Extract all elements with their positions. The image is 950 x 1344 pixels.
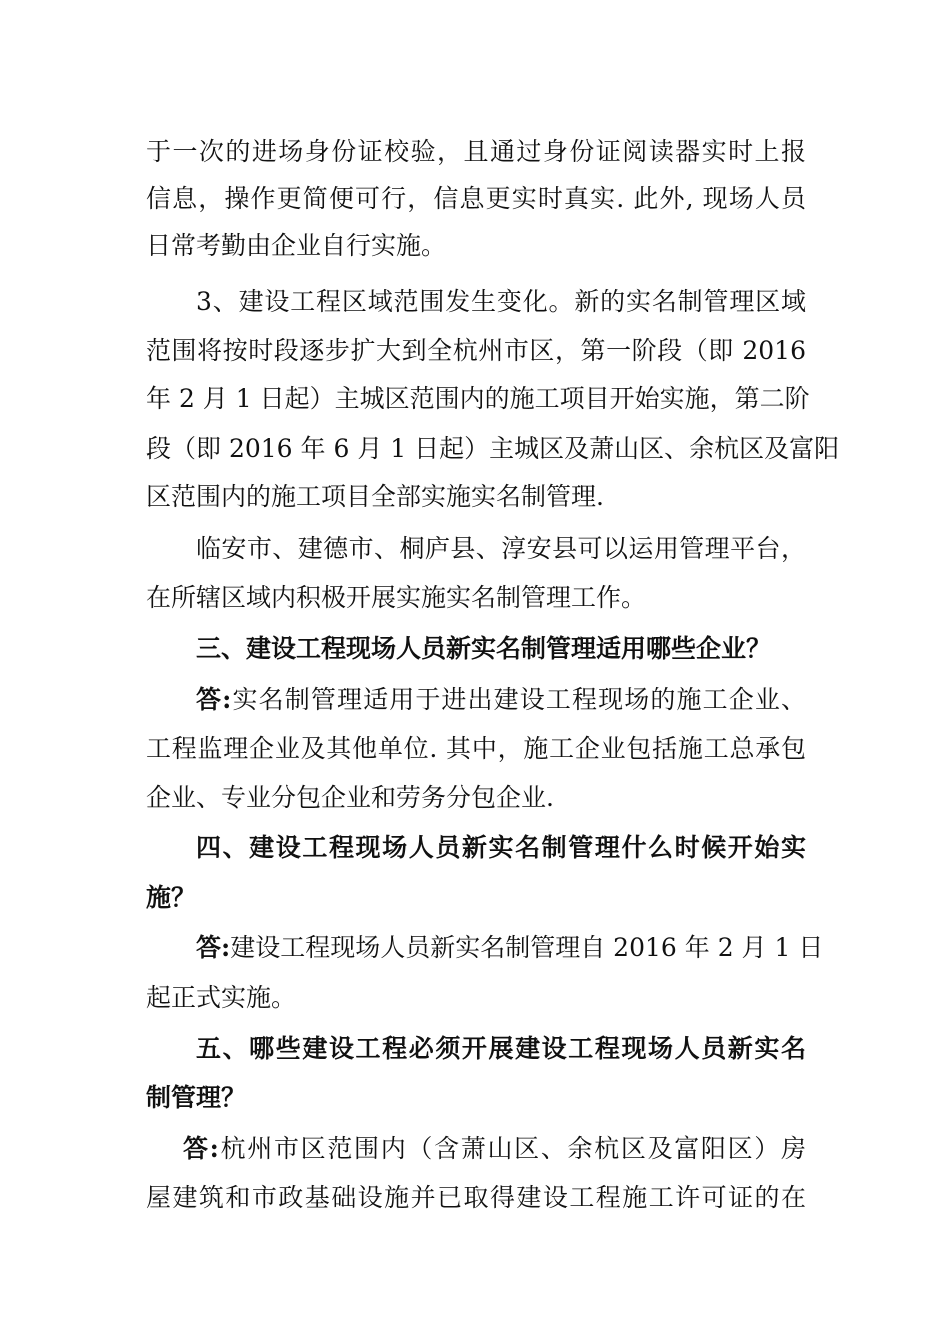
answer-text: 建设工程现场人员新实名制管理自 2016 年 2 月 1 日 xyxy=(230,933,824,962)
body-text-line: 区范围内的施工项目全部实施实名制管理. xyxy=(146,482,604,511)
section-heading: 四、建设工程现场人员新实名制管理什么时候开始实 xyxy=(196,833,806,862)
body-text-line: 屋建筑和市政基础设施并已取得建设工程施工许可证的在 xyxy=(146,1183,806,1212)
body-text-line: 在所辖区域内积极开展实施实名制管理工作。 xyxy=(146,583,647,612)
body-text-line: 工程监理企业及其他单位. 其中，施工企业包括施工总承包 xyxy=(146,734,806,763)
body-text-line: 企业、专业分包企业和劳务分包企业. xyxy=(146,783,554,812)
body-text-line: 临安市、建德市、桐庐县、淳安县可以运用管理平台， xyxy=(196,534,806,563)
section-heading: 五、哪些建设工程必须开展建设工程现场人员新实名 xyxy=(196,1034,806,1063)
section-heading: 施？ xyxy=(146,883,197,912)
answer-line xyxy=(196,932,824,964)
body-text-line: 于一次的进场身份证校验，且通过身份证阅读器实时上报 xyxy=(146,137,806,166)
answer-label: 答: xyxy=(196,685,232,714)
body-text-line: 范围将按时段逐步扩大到全杭州市区，第一阶段（即 2016 xyxy=(146,336,806,365)
section-heading: 制管理？ xyxy=(146,1083,247,1112)
answer-line xyxy=(183,1133,806,1165)
answer-text: 实名制管理适用于进出建设工程现场的施工企业、 xyxy=(231,685,806,714)
body-text-line: 日常考勤由企业自行实施。 xyxy=(146,231,447,260)
section-heading: 三、建设工程现场人员新实名制管理适用哪些企业？ xyxy=(196,634,772,663)
answer-text: 杭州市区范围内（含萧山区、余杭区及富阳区）房 xyxy=(218,1134,806,1163)
body-text-line: 段（即 2016 年 6 月 1 日起）主城区及萧山区、余杭区及富阳 xyxy=(146,434,840,463)
body-text-line: 起正式实施。 xyxy=(146,983,297,1012)
answer-label: 答: xyxy=(183,1134,219,1163)
answer-line xyxy=(196,684,806,716)
body-text-line: 信息，操作更简便可行，信息更实时真实. 此外, 现场人员 xyxy=(146,184,806,213)
answer-label: 答: xyxy=(196,933,231,962)
body-text-line: 3、建设工程区域范围发生变化。新的实名制管理区域 xyxy=(196,287,806,316)
body-text-line: 年 2 月 1 日起）主城区范围内的施工项目开始实施，第二阶 xyxy=(146,384,810,413)
